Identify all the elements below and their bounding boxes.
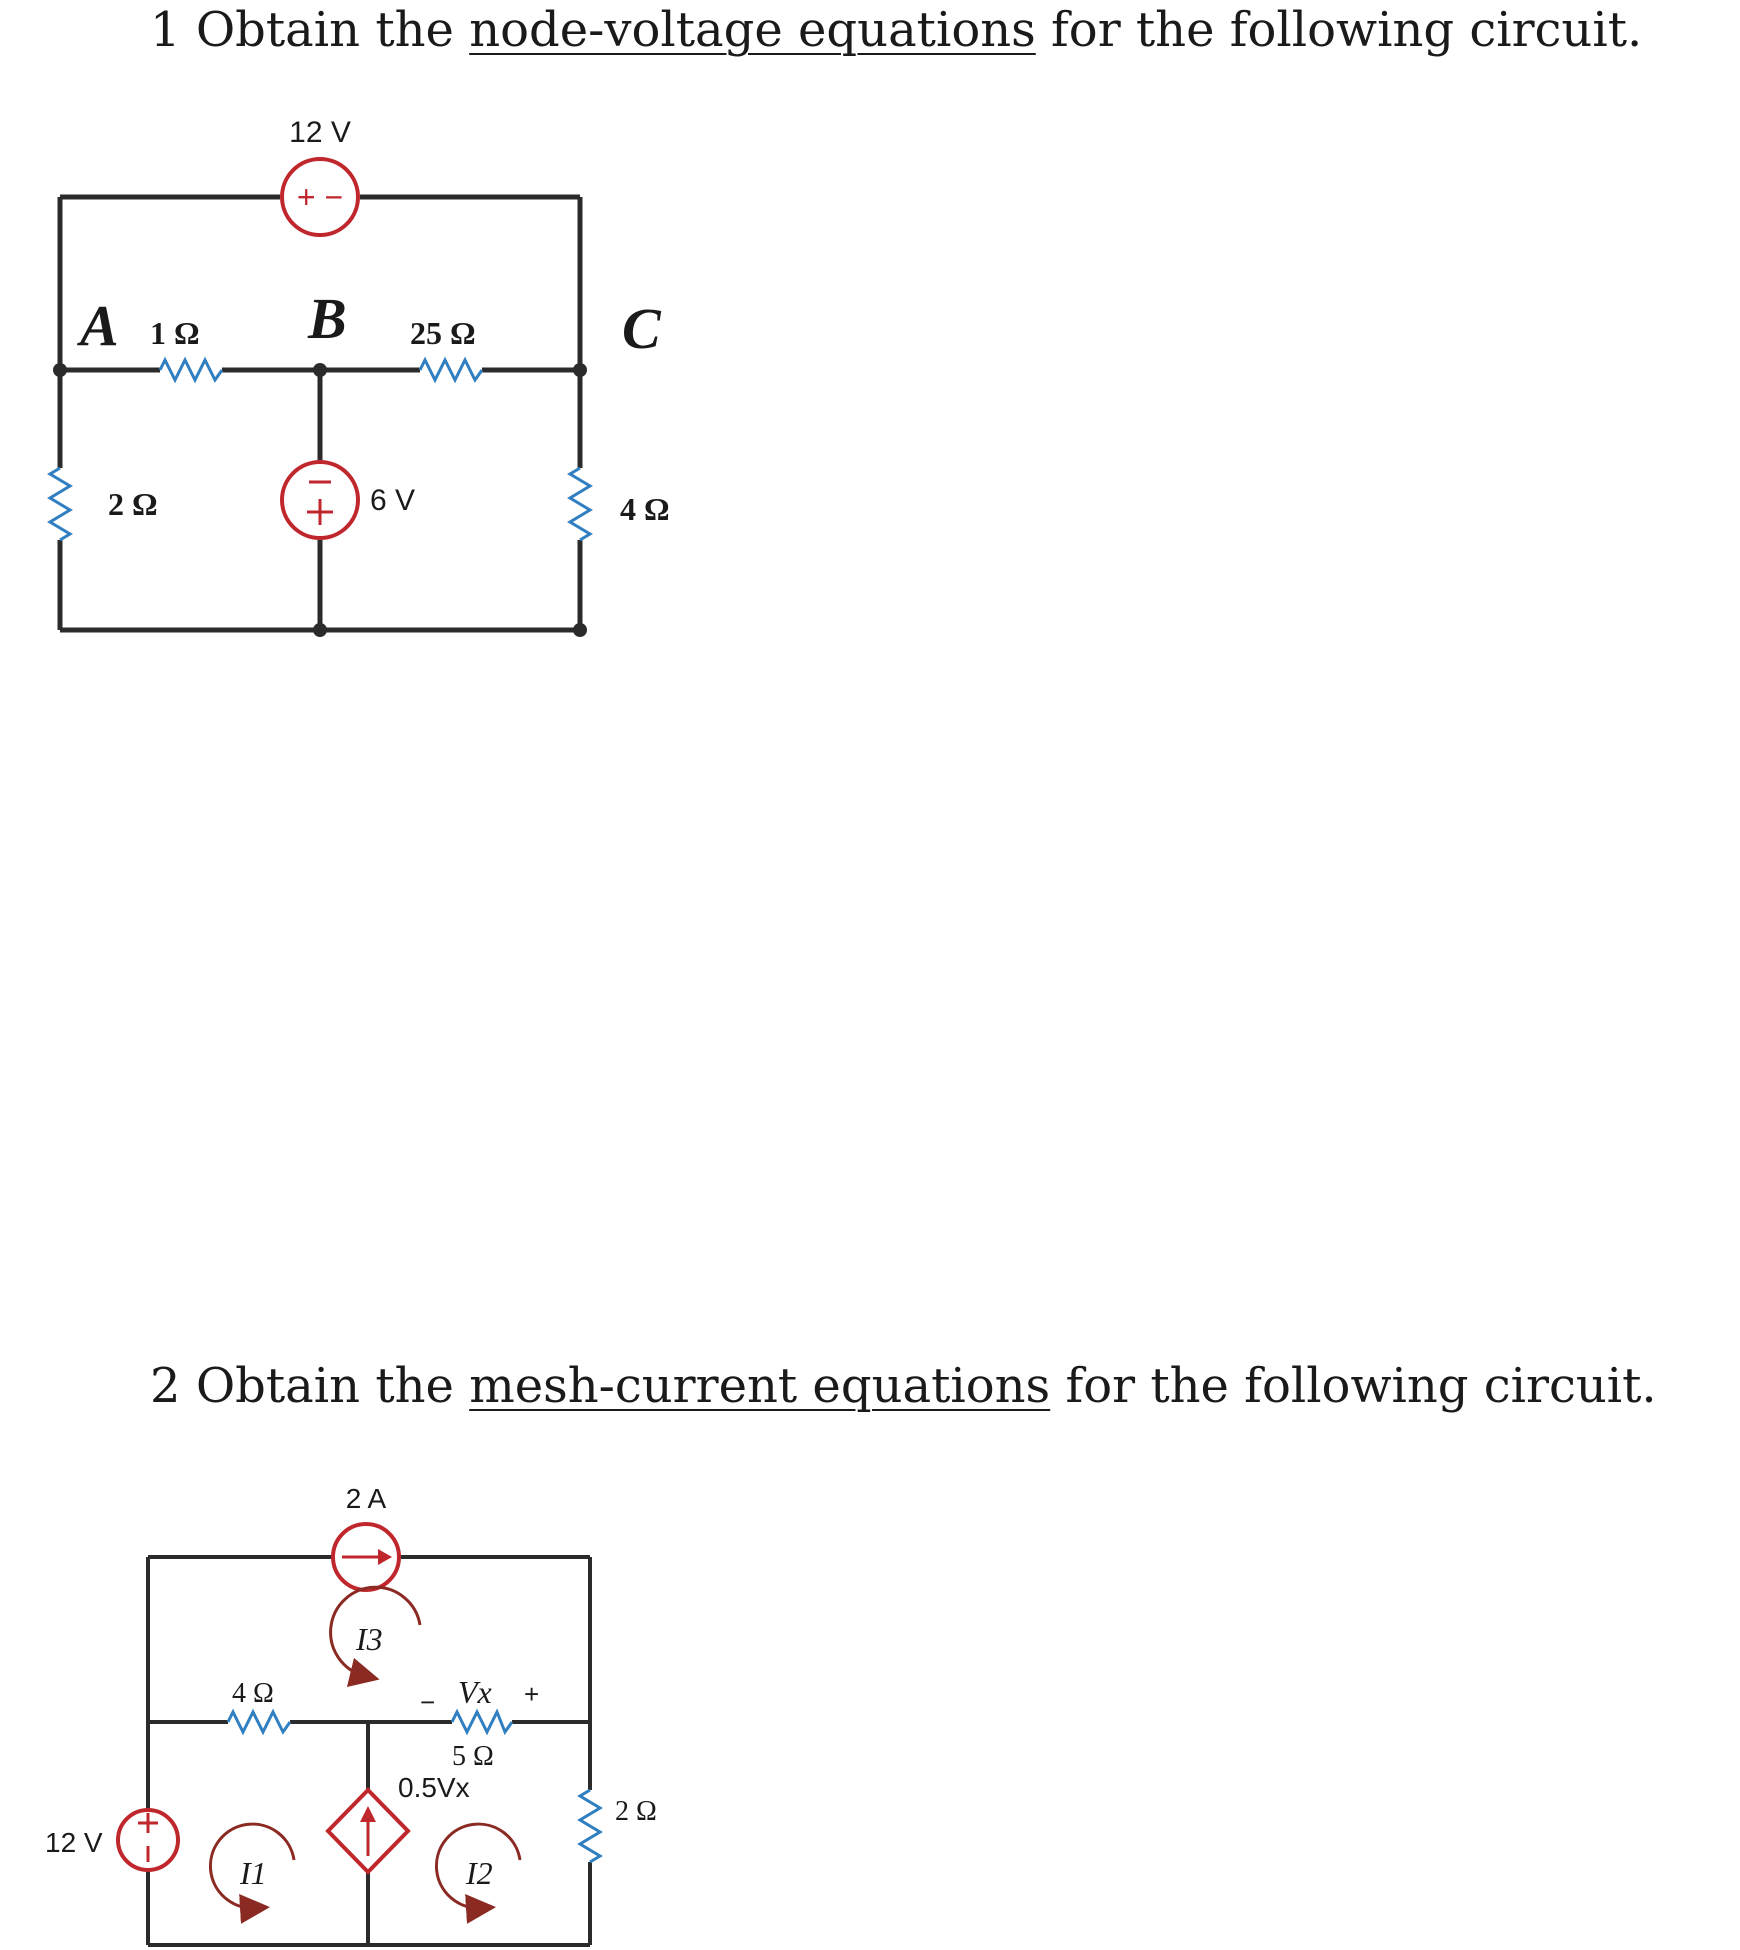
label-2a: 2 A	[345, 1483, 387, 1514]
problem1-underlined-term: node-voltage equations	[469, 2, 1036, 58]
resistor-2ohm	[50, 468, 70, 540]
label-1ohm: 1 Ω	[150, 315, 200, 351]
problem1-text-after: for the following circuit.	[1035, 2, 1643, 58]
dependent-source-diamond	[328, 1790, 408, 1872]
source-12v-top	[282, 159, 358, 235]
source-12v-top-polarity: + −	[296, 179, 344, 215]
node-b-dot	[313, 363, 327, 377]
circuit1-node-voltage	[60, 197, 580, 630]
label-12v-mesh: 12 V	[45, 1827, 103, 1858]
bottom-right-dot	[573, 623, 587, 637]
vx-label: Vx	[458, 1674, 492, 1710]
node-c-label: C	[622, 296, 661, 361]
label-2ohm-mesh: 2 Ω	[615, 1796, 657, 1827]
problem1-number: 1	[150, 2, 181, 58]
label-2ohm: 2 Ω	[108, 486, 158, 522]
mesh-i1-label: I1	[240, 1855, 267, 1891]
node-a-label: A	[80, 293, 119, 358]
mesh-i3-label: I3	[356, 1621, 383, 1657]
problem2-text-before: Obtain the	[195, 1358, 470, 1414]
label-25ohm: 25 Ω	[410, 315, 476, 351]
resistor-25ohm	[420, 360, 482, 380]
problem2-text-after: for the following circuit.	[1050, 1358, 1657, 1414]
problem2-underlined-term: mesh-current equations	[469, 1358, 1051, 1414]
bottom-center-dot	[313, 623, 327, 637]
label-12v-top: 12 V	[289, 116, 351, 149]
resistor-5ohm-mesh	[452, 1712, 512, 1732]
resistor-1ohm	[160, 360, 222, 380]
label-4ohm-mesh: 4 Ω	[232, 1678, 274, 1709]
node-a-dot	[53, 363, 67, 377]
vx-minus: −	[420, 1687, 436, 1717]
node-b-label: B	[308, 286, 347, 351]
label-5ohm-mesh: 5 Ω	[452, 1741, 494, 1772]
resistor-4ohm	[570, 468, 590, 540]
resistor-4ohm-mesh	[228, 1712, 290, 1732]
problem1-text-before: Obtain the	[195, 2, 470, 58]
label-dependent-source: 0.5Vx	[398, 1772, 470, 1803]
source-6v	[282, 462, 358, 538]
vx-plus: +	[524, 1679, 540, 1709]
label-4ohm: 4 Ω	[620, 491, 670, 527]
problem2-number: 2	[150, 1358, 181, 1414]
resistor-2ohm-mesh	[580, 1790, 600, 1862]
source-12v-mesh	[118, 1810, 178, 1870]
node-c-dot	[573, 363, 587, 377]
current-source-2a	[333, 1524, 399, 1590]
mesh-i2-label: I2	[466, 1855, 493, 1891]
label-6v: 6 V	[370, 484, 416, 517]
